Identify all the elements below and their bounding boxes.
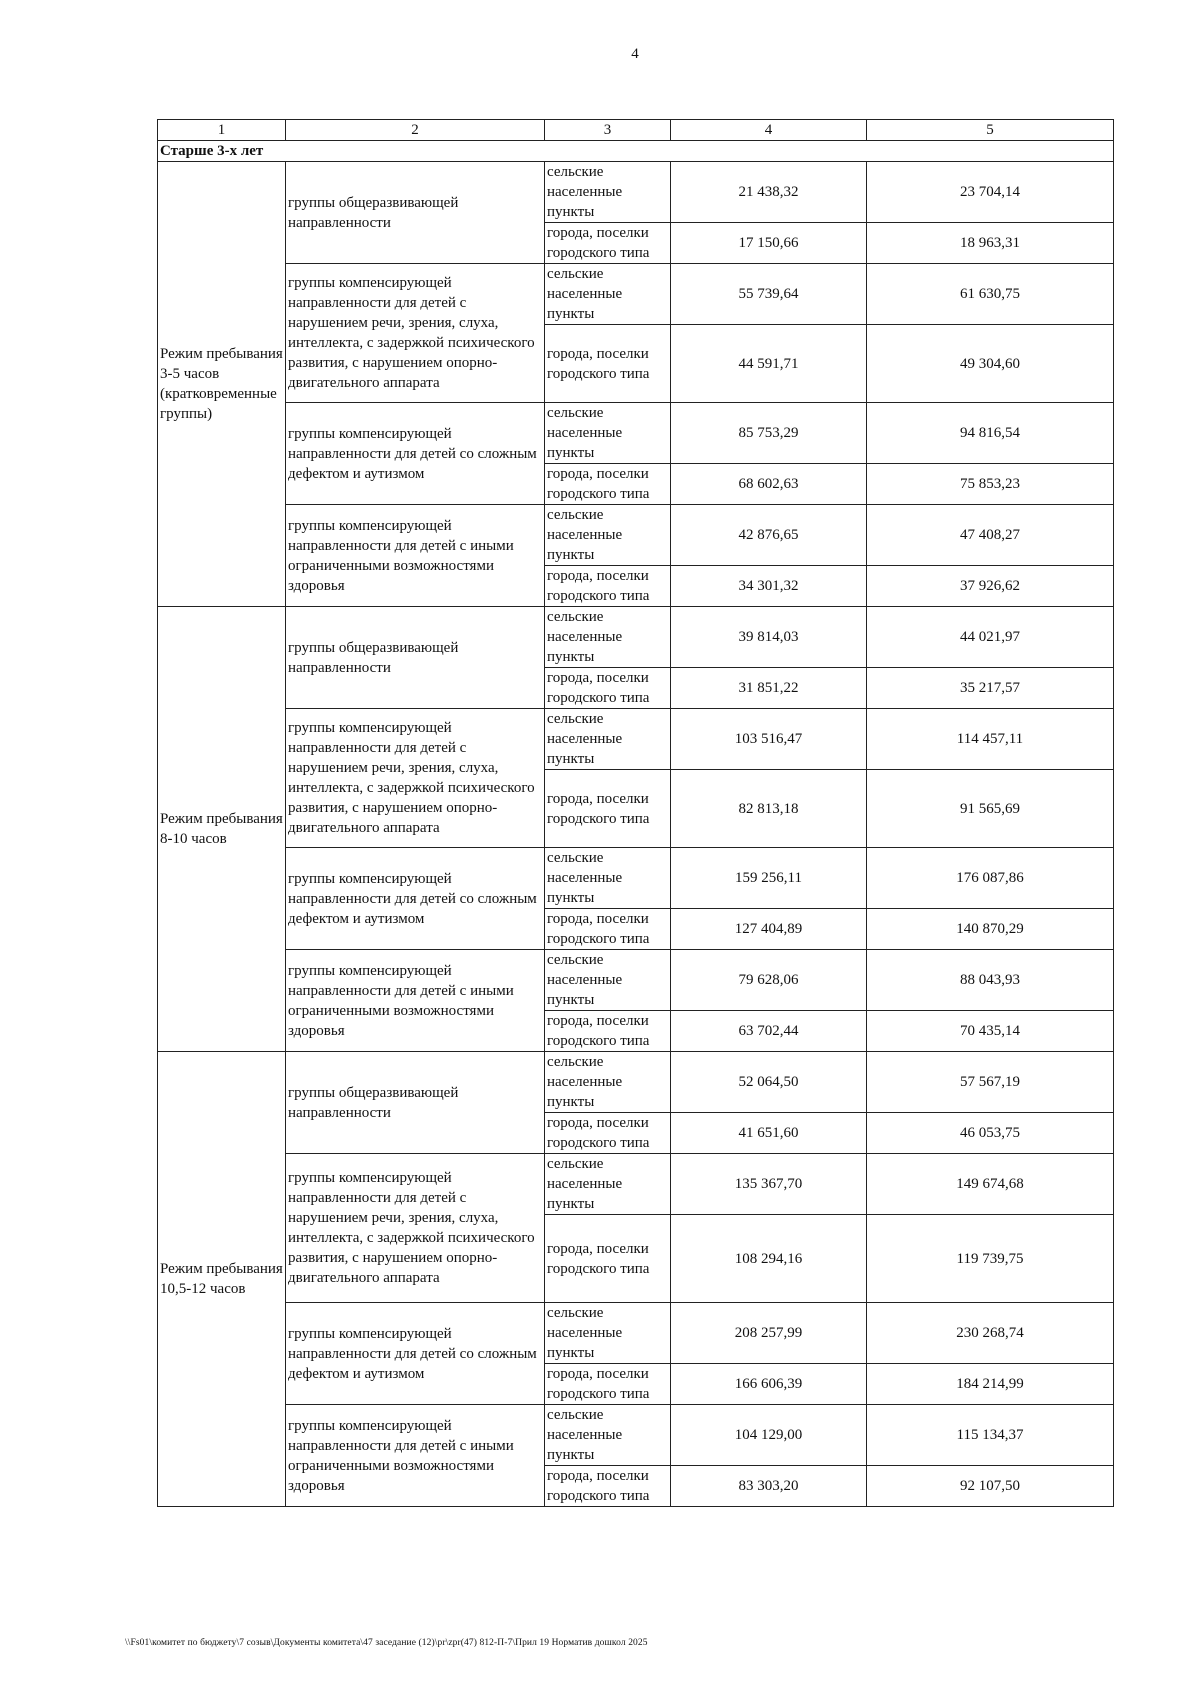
table-row bbox=[158, 607, 1114, 668]
table-row bbox=[158, 162, 1114, 223]
footer-file-path: \\Fs01\комитет по бюджету\7 созыв\Документы комитета\47 заседание (12)\pr\zpr(47) 812-П-7\Прил 19 Норматив дошкол 2025 bbox=[125, 1638, 648, 1648]
group-label: группы компенсирующей направленности для детей со сложным дефектом и аутизмом bbox=[286, 848, 545, 950]
table-row bbox=[158, 709, 1114, 770]
location-label: сельские населенные пункты bbox=[545, 162, 671, 223]
value-col5: 94 816,54 bbox=[867, 403, 1114, 464]
value-col5: 44 021,97 bbox=[867, 607, 1114, 668]
value-col4: 21 438,32 bbox=[671, 162, 867, 223]
location-label: города, поселки городского типа bbox=[545, 668, 671, 709]
value-col4: 104 129,00 bbox=[671, 1405, 867, 1466]
value-col4: 85 753,29 bbox=[671, 403, 867, 464]
mode-label: Режим пребывания 8-10 часов bbox=[158, 607, 286, 1052]
value-col5: 35 217,57 bbox=[867, 668, 1114, 709]
value-col4: 83 303,20 bbox=[671, 1466, 867, 1507]
location-label: города, поселки городского типа bbox=[545, 1215, 671, 1303]
section-row bbox=[158, 141, 1114, 162]
value-col5: 114 457,11 bbox=[867, 709, 1114, 770]
value-col5: 176 087,86 bbox=[867, 848, 1114, 909]
table-row bbox=[158, 1052, 1114, 1113]
location-label: сельские населенные пункты bbox=[545, 607, 671, 668]
location-label: сельские населенные пункты bbox=[545, 1052, 671, 1113]
value-col5: 49 304,60 bbox=[867, 325, 1114, 403]
value-col4: 208 257,99 bbox=[671, 1303, 867, 1364]
value-col4: 44 591,71 bbox=[671, 325, 867, 403]
value-col4: 166 606,39 bbox=[671, 1364, 867, 1405]
column-header: 1 bbox=[158, 120, 286, 141]
group-label: группы компенсирующей направленности для детей со сложным дефектом и аутизмом bbox=[286, 403, 545, 505]
value-col4: 55 739,64 bbox=[671, 264, 867, 325]
value-col5: 149 674,68 bbox=[867, 1154, 1114, 1215]
value-col5: 57 567,19 bbox=[867, 1052, 1114, 1113]
normative-table bbox=[157, 119, 1114, 1507]
value-col5: 184 214,99 bbox=[867, 1364, 1114, 1405]
table-row bbox=[158, 950, 1114, 1011]
group-label: группы компенсирующей направленности для детей с иными ограниченными возможностями здоровья bbox=[286, 950, 545, 1052]
location-label: сельские населенные пункты bbox=[545, 403, 671, 464]
value-col5: 23 704,14 bbox=[867, 162, 1114, 223]
table-row bbox=[158, 403, 1114, 464]
value-col5: 75 853,23 bbox=[867, 464, 1114, 505]
group-label: группы компенсирующей направленности для детей с нарушением речи, зрения, слуха, интеллекта, с задержкой психического развития, с нарушением опорно-двигательного аппарата bbox=[286, 709, 545, 848]
location-label: сельские населенные пункты bbox=[545, 1303, 671, 1364]
group-label: группы компенсирующей направленности для детей со сложным дефектом и аутизмом bbox=[286, 1303, 545, 1405]
value-col5: 119 739,75 bbox=[867, 1215, 1114, 1303]
location-label: города, поселки городского типа bbox=[545, 566, 671, 607]
location-label: сельские населенные пункты bbox=[545, 950, 671, 1011]
value-col5: 140 870,29 bbox=[867, 909, 1114, 950]
column-number-row bbox=[158, 120, 1114, 141]
location-label: города, поселки городского типа bbox=[545, 1466, 671, 1507]
group-label: группы компенсирующей направленности для детей с иными ограниченными возможностями здоровья bbox=[286, 505, 545, 607]
column-header: 4 bbox=[671, 120, 867, 141]
value-col4: 68 602,63 bbox=[671, 464, 867, 505]
value-col4: 17 150,66 bbox=[671, 223, 867, 264]
table-row bbox=[158, 505, 1114, 566]
location-label: сельские населенные пункты bbox=[545, 1405, 671, 1466]
value-col4: 135 367,70 bbox=[671, 1154, 867, 1215]
value-col5: 91 565,69 bbox=[867, 770, 1114, 848]
value-col5: 92 107,50 bbox=[867, 1466, 1114, 1507]
location-label: города, поселки городского типа bbox=[545, 223, 671, 264]
value-col5: 18 963,31 bbox=[867, 223, 1114, 264]
value-col4: 34 301,32 bbox=[671, 566, 867, 607]
group-label: группы компенсирующей направленности для детей с иными ограниченными возможностями здоровья bbox=[286, 1405, 545, 1507]
value-col5: 70 435,14 bbox=[867, 1011, 1114, 1052]
value-col4: 39 814,03 bbox=[671, 607, 867, 668]
location-label: города, поселки городского типа bbox=[545, 325, 671, 403]
value-col4: 63 702,44 bbox=[671, 1011, 867, 1052]
location-label: города, поселки городского типа bbox=[545, 1113, 671, 1154]
column-header: 5 bbox=[867, 120, 1114, 141]
value-col4: 103 516,47 bbox=[671, 709, 867, 770]
location-label: города, поселки городского типа bbox=[545, 909, 671, 950]
group-label: группы общеразвивающей направленности bbox=[286, 1052, 545, 1154]
group-label: группы компенсирующей направленности для детей с нарушением речи, зрения, слуха, интеллекта, с задержкой психического развития, с нарушением опорно-двигательного аппарата bbox=[286, 1154, 545, 1303]
location-label: города, поселки городского типа bbox=[545, 770, 671, 848]
column-header: 2 bbox=[286, 120, 545, 141]
section-title: Старше 3-х лет bbox=[158, 141, 1114, 162]
location-label: сельские населенные пункты bbox=[545, 709, 671, 770]
value-col5: 230 268,74 bbox=[867, 1303, 1114, 1364]
value-col5: 61 630,75 bbox=[867, 264, 1114, 325]
group-label: группы компенсирующей направленности для детей с нарушением речи, зрения, слуха, интеллекта, с задержкой психического развития, с нарушением опорно-двигательного аппарата bbox=[286, 264, 545, 403]
mode-label: Режим пребывания 3-5 часов (кратковременные группы) bbox=[158, 162, 286, 607]
value-col5: 115 134,37 bbox=[867, 1405, 1114, 1466]
location-label: сельские населенные пункты bbox=[545, 505, 671, 566]
table-row bbox=[158, 264, 1114, 325]
location-label: сельские населенные пункты bbox=[545, 264, 671, 325]
value-col5: 47 408,27 bbox=[867, 505, 1114, 566]
page-number: 4 bbox=[631, 46, 639, 62]
value-col4: 52 064,50 bbox=[671, 1052, 867, 1113]
column-header: 3 bbox=[545, 120, 671, 141]
location-label: города, поселки городского типа bbox=[545, 1011, 671, 1052]
location-label: сельские населенные пункты bbox=[545, 1154, 671, 1215]
table-row bbox=[158, 1303, 1114, 1364]
value-col4: 42 876,65 bbox=[671, 505, 867, 566]
value-col4: 79 628,06 bbox=[671, 950, 867, 1011]
value-col5: 37 926,62 bbox=[867, 566, 1114, 607]
value-col5: 46 053,75 bbox=[867, 1113, 1114, 1154]
value-col4: 82 813,18 bbox=[671, 770, 867, 848]
location-label: сельские населенные пункты bbox=[545, 848, 671, 909]
group-label: группы общеразвивающей направленности bbox=[286, 162, 545, 264]
value-col5: 88 043,93 bbox=[867, 950, 1114, 1011]
table-row bbox=[158, 848, 1114, 909]
table-row bbox=[158, 1405, 1114, 1466]
mode-label: Режим пребывания 10,5-12 часов bbox=[158, 1052, 286, 1507]
group-label: группы общеразвивающей направленности bbox=[286, 607, 545, 709]
value-col4: 31 851,22 bbox=[671, 668, 867, 709]
location-label: города, поселки городского типа bbox=[545, 1364, 671, 1405]
value-col4: 41 651,60 bbox=[671, 1113, 867, 1154]
location-label: города, поселки городского типа bbox=[545, 464, 671, 505]
value-col4: 108 294,16 bbox=[671, 1215, 867, 1303]
value-col4: 127 404,89 bbox=[671, 909, 867, 950]
value-col4: 159 256,11 bbox=[671, 848, 867, 909]
table-row bbox=[158, 1154, 1114, 1215]
